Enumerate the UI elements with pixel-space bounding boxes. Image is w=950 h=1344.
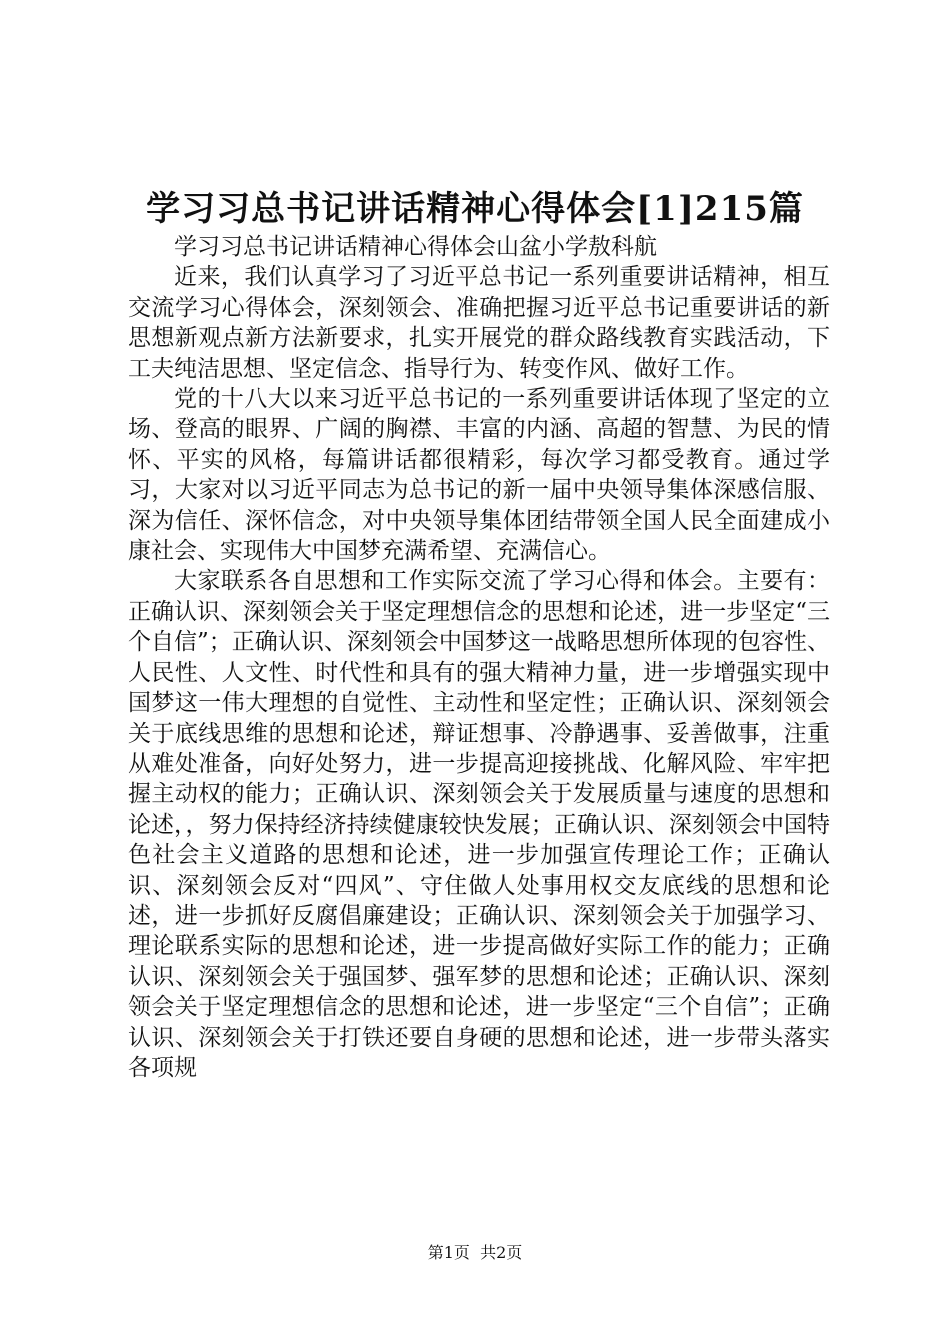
page-footer: 第1页 共2页 [427,1243,523,1262]
document-title: 学习习总书记讲话精神心得体会[1]215篇 [146,189,804,229]
paragraph: 近来，我们认真学习了习近平总书记一系列重要讲话精神，相互交流学习心得体会，深刻领会、准确把握习近平总书记重要讲话的新思想新观点新方法新要求，扎实开展党的群众路线教育实践活动，下工夫纯洁思想、坚定信念、指导行为、转变作风、做好工作。 [128,264,830,382]
document-subtitle: 学习习总书记讲话精神心得体会山盆小学敖科航 [174,234,657,260]
document-body [128,232,830,1083]
paragraph: 大家联系各自思想和工作实际交流了学习心得和体会。主要有：正确认识、深刻领会关于坚定理想信念的思想和论述，进一步坚定“三个自信”；正确认识、深刻领会中国梦这一战略思想所体现的包容性、人民性、人文性、时代性和具有的强大精神力量，进一步增强实现中国梦这一伟大理想的自觉性、主动性和坚定性；正确认识、深刻领会关于底线思维的思想和论述，辩证想事、冷静遇事、妥善做事，注重从难处准备，向好处努力，进一步提高迎接挑战、化解风险、牢牢把握主动权的能力；正确认识、深刻领会关于发展质量与速度的思想和论述，，努力保持经济持续健康较快发展；正确认识、深刻领会中国特色社会主义道路的思想和论述，进一步加强宣传理论工作；正确认识、深刻领会反对“四风”、守住做人处事用权交友底线的思想和论述，进一步抓好反腐倡廉建设；正确认识、深刻领会关于加强学习、理论联系实际的思想和论述，进一步提高做好实际工作的能力；正确认识、深刻领会关于强国梦、强军梦的思想和论述；正确认识、深刻领会关于坚定理想信念的思想和论述，进一步坚定“三个自信”；正确认识、深刻领会关于打铁还要自身硬的思想和论述，进一步带头落实各项规 [128,568,830,1081]
paragraph: 党的十八大以来习近平总书记的一系列重要讲话体现了坚定的立场、登高的眼界、广阔的胸襟、丰富的内涵、高超的智慧、为民的情怀、平实的风格，每篇讲话都很精彩，每次学习都受教育。通过学习，大家对以习近平同志为总书记的新一届中央领导集体深感信服、深为信任、深怀信念，对中央领导集体团结带领全国人民全面建成小康社会、实现伟大中国梦充满希望、充满信心。 [128,386,830,565]
